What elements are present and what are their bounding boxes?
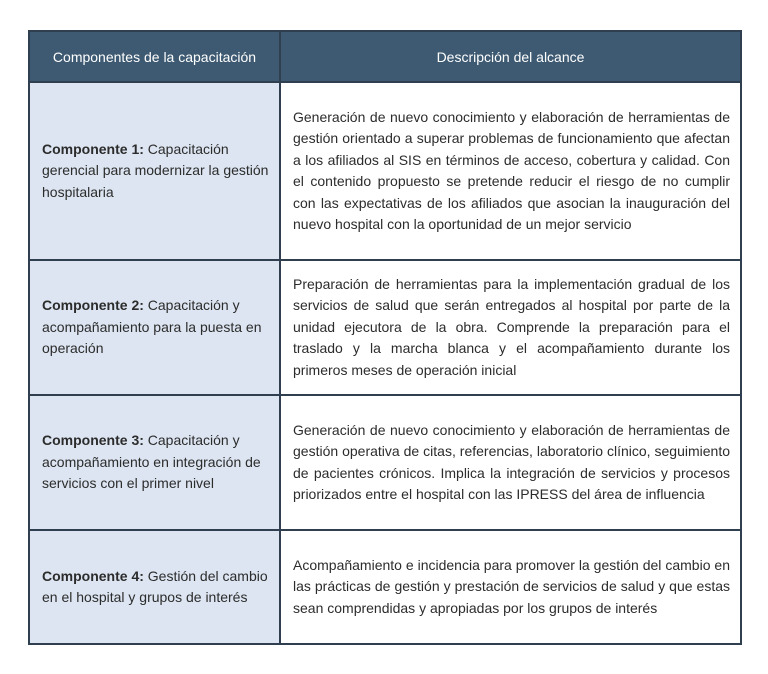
component-title: Capacitación gerencial para modernizar la gestión hospitalaria [42,140,269,200]
component-cell [29,260,280,395]
component-label: Componente 2: [42,297,144,314]
table-body [29,82,741,644]
description-cell: Preparación de herramientas para la implementación gradual de los servicios de salud que serán entregados al hospital por parte de la unidad ejecutora de la obra. Comprende la preparación para el traslado y la marcha blanca y el acompañamiento durante los primeros meses de operación inicial [280,260,741,395]
training-components-table [28,30,742,645]
description-cell: Generación de nuevo conocimiento y elaboración de herramientas de gestión orientado a superar problemas de funcionamiento que afectan a los afiliados al SIS en términos de acceso, cobertura y calidad. Con el contenido propuesto se pretende reducir el riesgo de no cumplir con las expectativas de los afiliados que asocian la inauguración del nuevo hospital con la oportunidad de un mejor servicio [280,82,741,260]
component-cell [29,82,280,260]
component-label: Componente 3: [42,432,144,449]
training-components-table-wrapper [28,30,740,645]
table-row [29,395,741,530]
description-cell: Generación de nuevo conocimiento y elaboración de herramientas de gestión operativa de citas, referencias, laboratorio clínico, seguimiento de pacientes crónicos. Implica la integración de servicios y procesos priorizados entre el hospital con las IPRESS del área de influencia [280,395,741,530]
header-description: Descripción del alcance [280,31,741,82]
component-title: Capacitación y acompañamiento en integración de servicios con el primer nivel [42,432,261,492]
component-cell [29,395,280,530]
component-title: Capacitación y acompañamiento para la puesta en operación [42,297,262,357]
table-row [29,530,741,644]
description-cell: Acompañamiento e incidencia para promover la gestión del cambio en las prácticas de gestión y prestación de servicios de salud y que estas sean comprendidas y apropiadas por los grupos de interés [280,530,741,644]
component-label: Componente 4: [42,567,144,584]
header-components: Componentes de la capacitación [29,31,280,82]
header-row [29,31,741,82]
table-row [29,260,741,395]
component-label: Componente 1: [42,140,144,157]
component-cell [29,530,280,644]
component-title: Gestión del cambio en el hospital y grupos de interés [42,567,268,605]
table-row [29,82,741,260]
table-header [29,31,741,82]
